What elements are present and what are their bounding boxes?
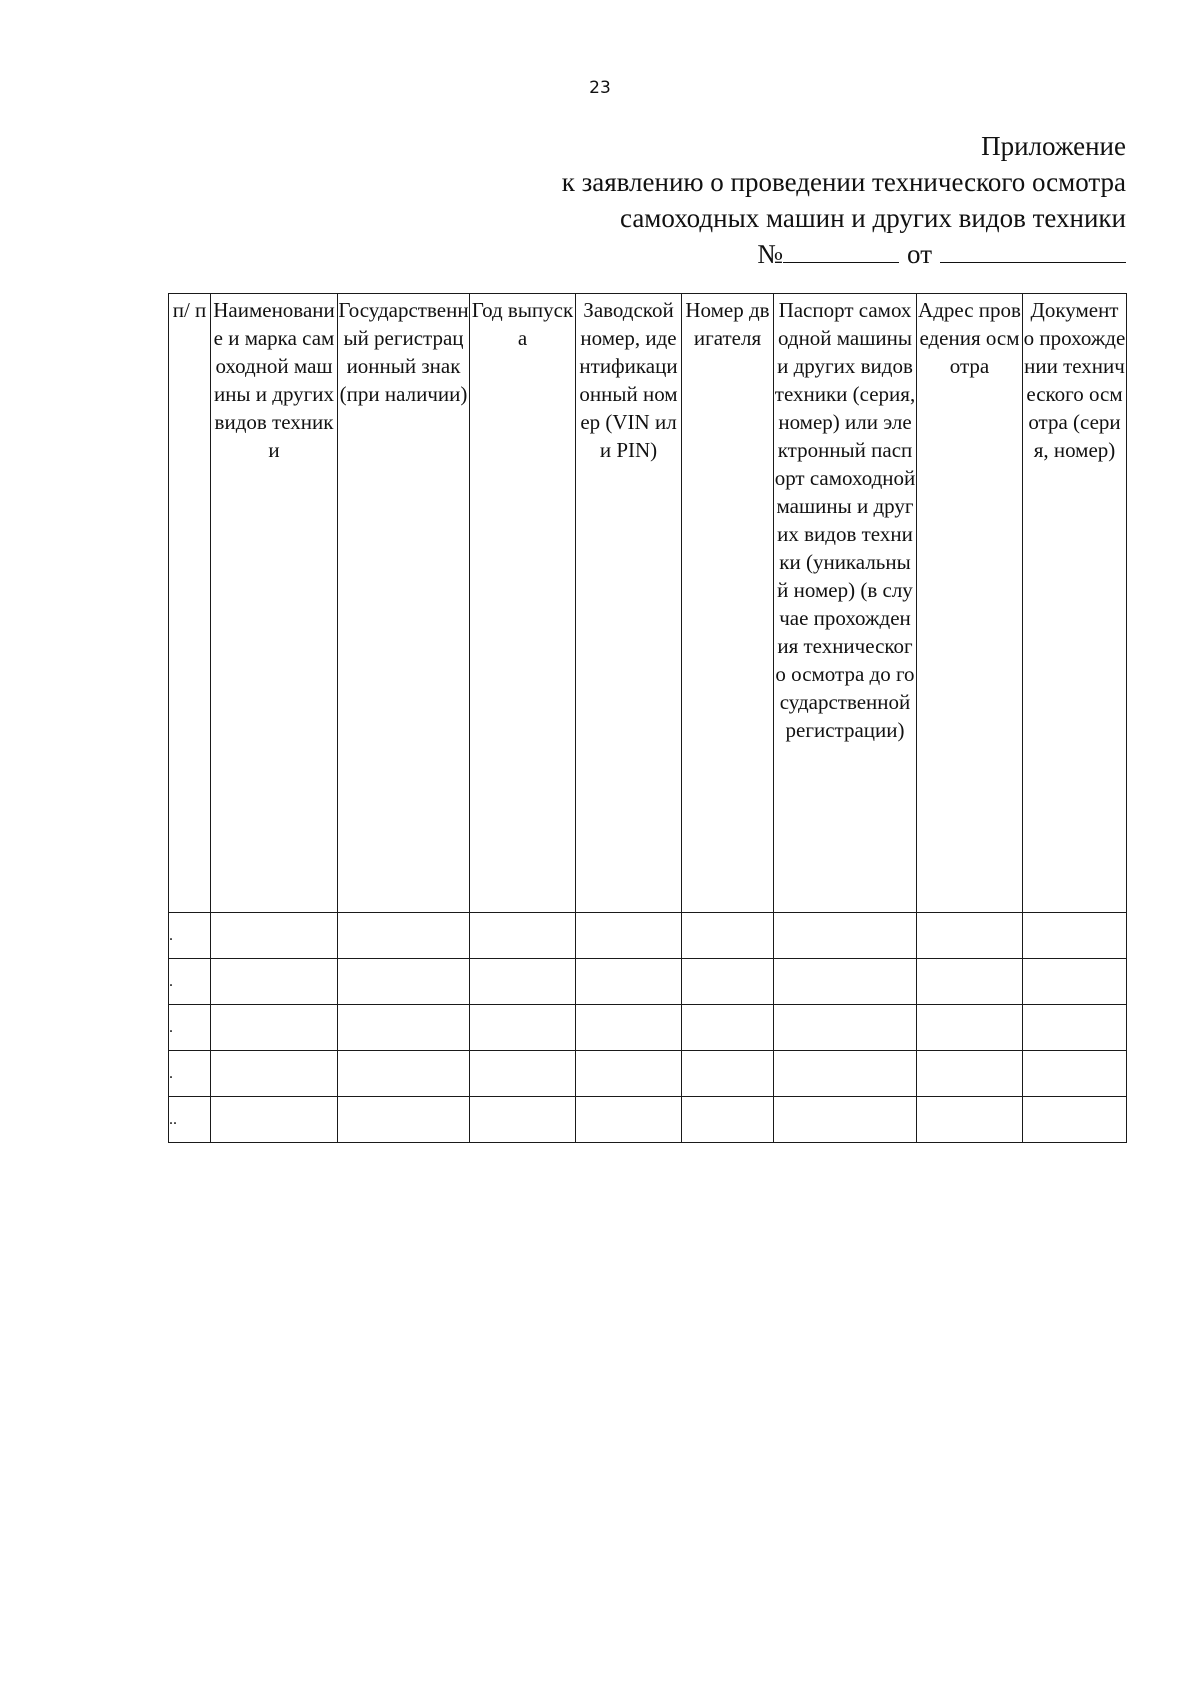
col-header-year: Год выпуска <box>470 294 576 913</box>
cell-inspection-address[interactable] <box>917 913 1023 959</box>
col-header-registration-sign: Государственный регистрационный знак (при наличии) <box>338 294 470 913</box>
row-marker: . <box>169 1005 211 1051</box>
cell-inspection-document[interactable] <box>1023 1097 1127 1143</box>
cell-factory-number[interactable] <box>576 959 682 1005</box>
application-date-field[interactable] <box>940 236 1126 263</box>
appendix-subtitle-line2: самоходных машин и других видов техники <box>620 203 1126 233</box>
cell-inspection-address[interactable] <box>917 1097 1023 1143</box>
cell-inspection-document[interactable] <box>1023 913 1127 959</box>
cell-registration-sign[interactable] <box>338 913 470 959</box>
row-marker: . <box>169 913 211 959</box>
col-header-engine-number: Номер двигателя <box>682 294 774 913</box>
cell-engine-number[interactable] <box>682 959 774 1005</box>
table-row <box>169 1097 1127 1143</box>
cell-year[interactable] <box>470 959 576 1005</box>
cell-year[interactable] <box>470 1051 576 1097</box>
from-label: от <box>907 239 932 269</box>
cell-passport[interactable] <box>774 1005 917 1051</box>
col-header-inspection-document: Документ о прохождении технического осмотра (серия, номер) <box>1023 294 1127 913</box>
cell-engine-number[interactable] <box>682 1051 774 1097</box>
table-row <box>169 1051 1127 1097</box>
col-header-number: п/ п <box>169 294 211 913</box>
table-row <box>169 959 1127 1005</box>
col-header-factory-number: Заводской номер, идентификационный номер (VIN или PIN) <box>576 294 682 913</box>
cell-registration-sign[interactable] <box>338 1005 470 1051</box>
cell-passport[interactable] <box>774 1097 917 1143</box>
cell-year[interactable] <box>470 913 576 959</box>
col-header-passport: Паспорт самоходной машины и других видов техники (серия, номер) или электронный паспорт самоходной машины и других видов техники (уникальный номер) (в случае прохождения технического осмотра до государственной регистрации) <box>774 294 917 913</box>
cell-engine-number[interactable] <box>682 1005 774 1051</box>
cell-year[interactable] <box>470 1097 576 1143</box>
appendix-title: Приложение <box>981 131 1126 161</box>
number-sign: № <box>757 239 784 269</box>
cell-passport[interactable] <box>774 1051 917 1097</box>
cell-engine-number[interactable] <box>682 1097 774 1143</box>
cell-inspection-document[interactable] <box>1023 1005 1127 1051</box>
cell-registration-sign[interactable] <box>338 1051 470 1097</box>
cell-inspection-address[interactable] <box>917 959 1023 1005</box>
cell-factory-number[interactable] <box>576 913 682 959</box>
page-number: 23 <box>589 78 611 98</box>
cell-passport[interactable] <box>774 913 917 959</box>
row-marker: . <box>169 959 211 1005</box>
table-row <box>169 1005 1127 1051</box>
application-number-field[interactable] <box>783 236 899 263</box>
cell-factory-number[interactable] <box>576 1005 682 1051</box>
cell-name-brand[interactable] <box>211 959 338 1005</box>
appendix-subtitle-line1: к заявлению о проведении технического осмотра <box>561 167 1126 197</box>
table-header-row <box>169 294 1127 913</box>
cell-inspection-address[interactable] <box>917 1005 1023 1051</box>
cell-factory-number[interactable] <box>576 1051 682 1097</box>
cell-passport[interactable] <box>774 959 917 1005</box>
cell-name-brand[interactable] <box>211 1097 338 1143</box>
cell-inspection-document[interactable] <box>1023 959 1127 1005</box>
cell-year[interactable] <box>470 1005 576 1051</box>
cell-engine-number[interactable] <box>682 913 774 959</box>
cell-name-brand[interactable] <box>211 1005 338 1051</box>
row-marker: . <box>169 1051 211 1097</box>
cell-registration-sign[interactable] <box>338 959 470 1005</box>
cell-name-brand[interactable] <box>211 913 338 959</box>
col-header-inspection-address: Адрес проведения осмотра <box>917 294 1023 913</box>
cell-inspection-document[interactable] <box>1023 1051 1127 1097</box>
appendix-header <box>562 128 1126 272</box>
col-header-name-brand: Наименование и марка самоходной машины и других видов техники <box>211 294 338 913</box>
cell-name-brand[interactable] <box>211 1051 338 1097</box>
table-row <box>169 913 1127 959</box>
cell-factory-number[interactable] <box>576 1097 682 1143</box>
cell-registration-sign[interactable] <box>338 1097 470 1143</box>
application-number-date-line <box>562 236 1126 272</box>
row-marker: .. <box>169 1097 211 1143</box>
cell-inspection-address[interactable] <box>917 1051 1023 1097</box>
vehicle-list-table <box>168 293 1127 1143</box>
